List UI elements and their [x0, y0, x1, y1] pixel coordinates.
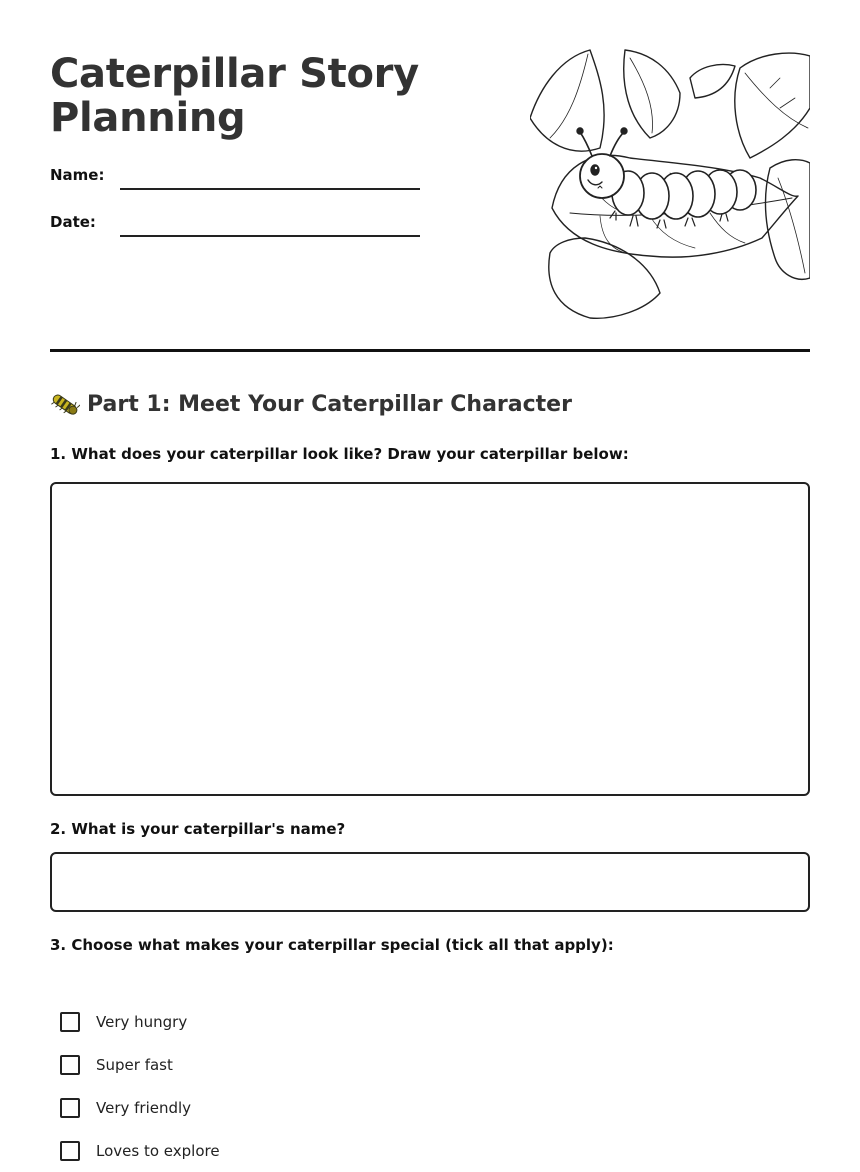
- checkbox-label: Very friendly: [96, 1098, 192, 1117]
- date-label: Date:: [50, 213, 96, 231]
- checkbox[interactable]: [60, 1098, 80, 1118]
- list-item[interactable]: [60, 1086, 220, 1129]
- list-item[interactable]: [60, 1129, 220, 1172]
- page-title-line-1: Caterpillar Story: [50, 51, 419, 97]
- leaf-top-left: [530, 50, 604, 151]
- page-title-line-2: Planning: [50, 95, 246, 141]
- name-input[interactable]: [120, 164, 420, 190]
- caterpillar-illustration: [530, 48, 810, 320]
- checkbox-label: Loves to explore: [96, 1141, 220, 1160]
- leaf-top-center: [624, 50, 680, 138]
- caterpillar-name-input[interactable]: [52, 854, 808, 910]
- list-item[interactable]: [60, 1043, 220, 1086]
- checkbox-label: Very hungry: [96, 1012, 188, 1031]
- list-item[interactable]: [60, 1000, 220, 1043]
- date-field-row: [50, 211, 420, 237]
- drawing-area[interactable]: [50, 482, 810, 796]
- leaf-bottom-left: [549, 238, 660, 318]
- checkbox[interactable]: [60, 1012, 80, 1032]
- caterpillar-emoji-icon: [50, 389, 80, 419]
- question-1: 1. What does your caterpillar look like? Draw your caterpillar below:: [50, 445, 629, 463]
- date-input[interactable]: [120, 211, 420, 237]
- caterpillar-name-box: [50, 852, 810, 912]
- header-divider: [50, 349, 810, 352]
- checkbox[interactable]: [60, 1141, 80, 1161]
- leaf-top-right-small: [690, 65, 735, 99]
- question-2: 2. What is your caterpillar's name?: [50, 820, 346, 838]
- page-title: [50, 52, 470, 140]
- leaf-right-mid: [765, 160, 810, 280]
- part1-heading-text: Part 1: Meet Your Caterpillar Character: [87, 391, 572, 417]
- name-field-row: [50, 164, 420, 190]
- checkbox-label: Super fast: [96, 1055, 173, 1074]
- leaf-right-top: [735, 53, 810, 158]
- caterpillar-body: [612, 170, 756, 219]
- name-label: Name:: [50, 166, 105, 184]
- question-3: 3. Choose what makes your caterpillar special (tick all that apply):: [50, 936, 614, 954]
- special-traits-checklist: [60, 1000, 220, 1172]
- worksheet-page: [50, 0, 810, 1161]
- part1-heading: [50, 388, 572, 420]
- checkbox[interactable]: [60, 1055, 80, 1075]
